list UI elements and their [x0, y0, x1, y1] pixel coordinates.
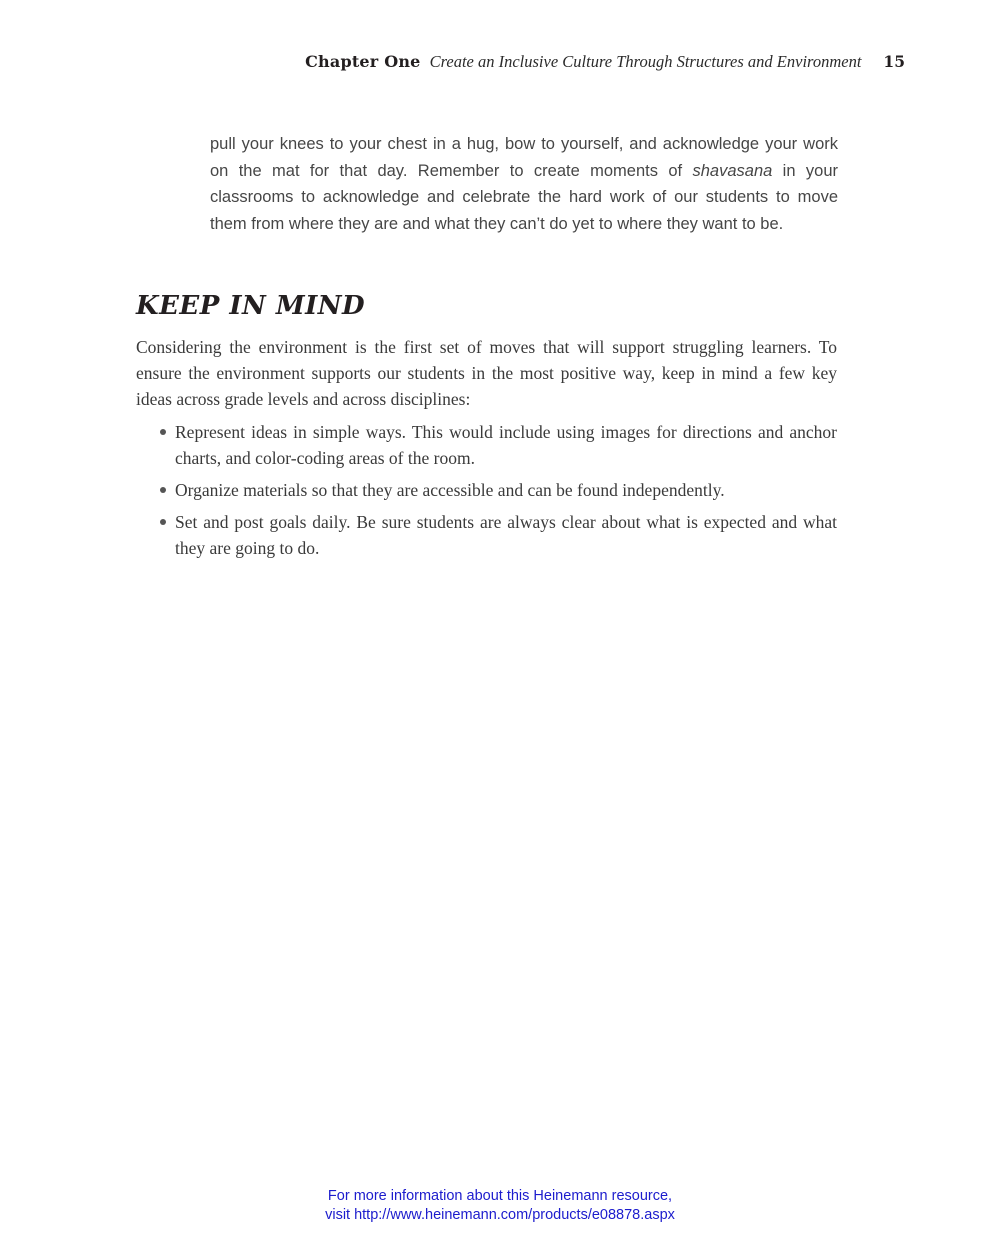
- section-paragraph: Considering the environment is the first set of moves that will support struggling learners. To ensure the environment supports our students in the most positive way, keep in mind a few key ideas across grade levels and across disciplines:: [136, 337, 837, 409]
- intro-italic-term: shavasana: [692, 161, 773, 180]
- list-item: [136, 419, 837, 471]
- footer-line1: For more information about this Heinemann resource,: [327, 1188, 673, 1204]
- list-item: [136, 477, 837, 503]
- chapter-label: Chapter One: [305, 52, 421, 71]
- bullet-icon: [160, 487, 166, 493]
- list-item-text: Set and post goals daily. Be sure students are always clear about what is expected and what they are going to do.: [175, 512, 837, 558]
- footer-note: [0, 1187, 1000, 1225]
- intro-paragraph: [210, 131, 838, 237]
- footer-resource-link[interactable]: http://www.heinemann.com/products/e08878.aspx: [354, 1207, 675, 1223]
- list-item: [136, 509, 837, 561]
- list-item-text: Represent ideas in simple ways. This would include using images for directions and anchor charts, and color-coding areas of the room.: [175, 422, 837, 468]
- section-heading: KEEP IN MIND: [136, 291, 366, 321]
- page-number: 15: [883, 52, 905, 71]
- running-header: [305, 52, 905, 72]
- bullet-icon: [160, 519, 166, 525]
- list-item-text: Organize materials so that they are accessible and can be found independently.: [175, 480, 725, 500]
- bullet-list: [136, 419, 837, 567]
- footer-visit-label: visit: [325, 1207, 355, 1223]
- chapter-title: Create an Inclusive Culture Through Structures and Environment: [429, 52, 862, 71]
- bullet-icon: [160, 429, 166, 435]
- intro-text-after: in your classrooms to acknowledge and celebrate the hard work of our students to move them from where they are and what they can’t do yet to where they want to be.: [210, 161, 839, 233]
- intro-text-before: pull your knees to your chest in a hug, bow to yourself, and acknowledge your work on the mat for that day. Remember to create moments of: [210, 135, 838, 180]
- footer-line2: [0, 1206, 1000, 1225]
